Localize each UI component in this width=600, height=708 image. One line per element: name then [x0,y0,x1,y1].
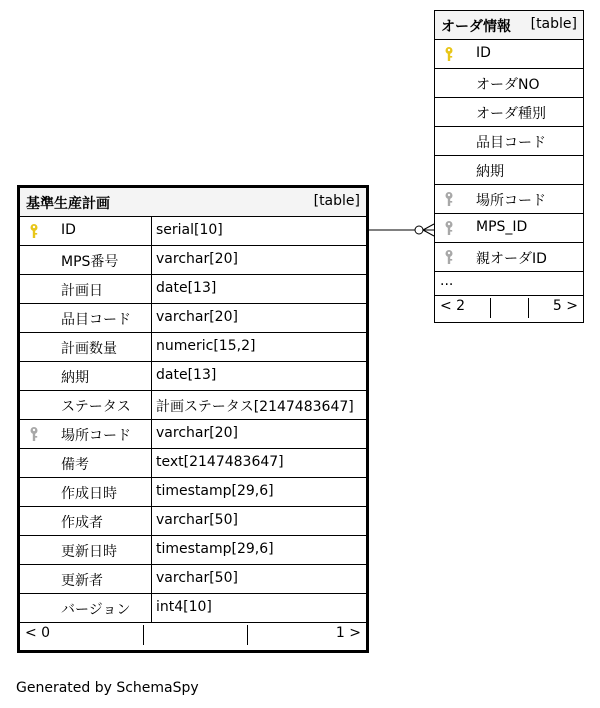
column-row[interactable] [435,127,583,156]
column-name: オーダ種別 [476,106,546,122]
ellipsis: ... [440,273,454,289]
parents-count: < 0 [25,625,51,641]
crow-foot-marker [423,224,434,230]
children-count: 1 > [335,625,361,641]
column-name: 計画日 [61,283,103,299]
column-name: ステータス [61,399,131,415]
column-name: 更新日時 [61,544,117,560]
generated-by-label: Generated by SchemaSpy [16,680,199,696]
column-name: 品目コード [61,312,131,328]
column-name: 場所コード [476,193,546,209]
column-type: timestamp[29,6] [156,483,274,499]
column-row[interactable] [20,536,366,565]
column-type: int4[10] [156,599,212,615]
table-footer [20,623,366,645]
column-row[interactable] [20,246,366,275]
column-name: 更新者 [61,573,103,589]
table-order-joho[interactable] [434,10,584,323]
table-type: [table] [530,16,577,32]
column-row[interactable] [20,449,366,478]
column-name: 作成者 [61,515,103,531]
column-type: varchar[50] [156,570,238,586]
column-name: MPS番号 [61,254,119,270]
table-name: オーダ情報 [441,19,511,35]
column-name: 親オーダID [476,251,547,267]
column-name: 納期 [61,370,89,386]
table-name: 基準生産計画 [26,196,110,212]
column-name: MPS_ID [476,219,528,235]
column-type: date[13] [156,280,217,296]
table-kijun-seisan-keikaku[interactable] [17,185,369,653]
foreign-key-icon [28,426,40,442]
column-row[interactable] [20,478,366,507]
column-row[interactable] [20,275,366,304]
column-name: オーダNO [476,77,540,93]
column-row[interactable] [20,362,366,391]
primary-key-icon [443,46,455,62]
column-name: 備考 [61,457,89,473]
column-row[interactable] [20,594,366,623]
column-type: date[13] [156,367,217,383]
column-name: ID [61,222,76,238]
column-row[interactable] [20,420,366,449]
column-name: 作成日時 [61,486,117,502]
column-row[interactable] [20,217,366,246]
column-name: 計画数量 [61,341,117,357]
column-row[interactable] [435,98,583,127]
column-type: varchar[50] [156,512,238,528]
column-name: 品目コード [476,135,546,151]
parents-count: < 2 [440,298,466,314]
column-row[interactable] [20,333,366,362]
column-type: varchar[20] [156,251,238,267]
column-row[interactable] [435,214,583,243]
column-row[interactable] [435,156,583,185]
foreign-key-icon [443,249,455,265]
column-type: numeric[15,2] [156,338,256,354]
column-row[interactable] [20,304,366,333]
column-type: serial[10] [156,222,223,238]
column-name: 納期 [476,164,504,180]
column-row[interactable] [435,69,583,98]
column-row[interactable] [20,565,366,594]
children-count: 5 > [552,298,578,314]
column-type: 計画ステータス[2147483647] [156,399,354,415]
column-name: バージョン [61,602,131,618]
table-footer [435,296,583,318]
foreign-key-icon [443,191,455,207]
table-header [20,188,366,217]
column-type: varchar[20] [156,309,238,325]
column-type: varchar[20] [156,425,238,441]
table-header [435,11,583,40]
primary-key-icon [28,223,40,239]
column-name: ID [476,45,491,61]
column-type: timestamp[29,6] [156,541,274,557]
column-row[interactable] [435,40,583,69]
table-type: [table] [313,193,360,209]
zero-optional-marker [415,226,423,234]
foreign-key-icon [443,220,455,236]
column-type: text[2147483647] [156,454,284,470]
column-row[interactable] [435,243,583,272]
more-columns-row [435,272,583,296]
column-row[interactable] [20,507,366,536]
column-name: 場所コード [61,428,131,444]
column-row[interactable] [435,185,583,214]
column-row[interactable] [20,391,366,420]
